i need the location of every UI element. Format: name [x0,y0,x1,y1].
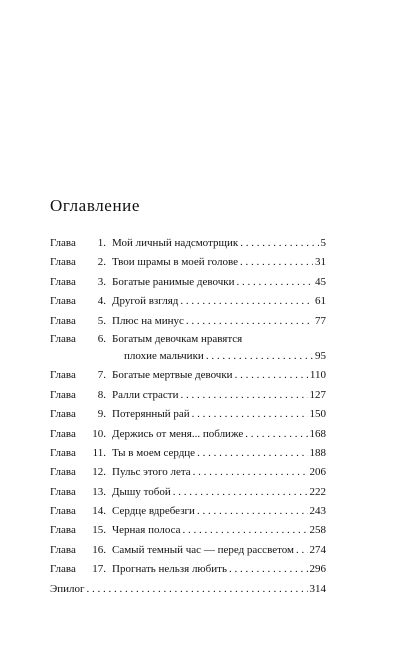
dot-leader [245,425,307,444]
page-number: 243 [309,505,326,518]
toc-entry-14[interactable] [50,502,326,521]
chapter-number: 15. [92,524,106,537]
chapter-label: Глава [50,314,76,327]
chapter-number: 9. [97,408,106,421]
toc-entry-12[interactable] [50,463,326,482]
dot-leader [240,234,318,253]
toc-entry-epilogue[interactable] [50,580,326,599]
chapter-title-continued: плохие мальчики [124,349,204,362]
chapter-title: Пульс этого лета [112,466,191,479]
dot-leader [197,444,307,463]
page-number: 150 [309,408,326,421]
chapter-title: Мой личный надсмотрщик [112,237,239,249]
epilogue-title: Эпилог [50,582,85,595]
chapter-label: Глава [50,369,76,382]
dot-leader [183,521,308,540]
chapter-title: Самый темный час — перед рассветом [112,543,294,556]
chapter-label: Глава [50,543,76,556]
chapter-label: Глава [50,524,76,537]
toc-entry-5[interactable] [50,312,326,331]
page-number: 45 [315,275,326,288]
dot-leader [192,405,308,424]
chapter-title: Черная полоса [112,524,181,537]
dot-leader [235,366,308,385]
dot-leader [197,502,308,521]
toc-entry-2[interactable] [50,253,326,272]
dot-leader [193,463,308,482]
chapter-number: 5. [97,314,106,327]
toc-entry-17[interactable] [50,560,326,579]
page-number: 5 [320,237,326,249]
dot-leader [87,580,308,599]
page-number: 61 [315,295,326,308]
chapter-label: Глава [50,295,76,308]
chapter-title: Потерянный рай [112,408,190,421]
page-number: 258 [309,524,326,537]
chapter-title: Ты в моем сердце [112,446,196,459]
chapter-number: 2. [97,256,106,269]
chapter-label: Глава [50,408,76,421]
table-of-contents [50,234,326,599]
dot-leader [181,386,308,405]
chapter-label: Глава [50,275,76,288]
chapter-number: 13. [92,485,106,498]
chapter-number: 17. [92,563,106,576]
chapter-title: Богатые ранимые девочки [112,275,235,288]
chapter-label: Глава [50,256,76,269]
chapter-label: Глава [50,446,76,459]
dot-leader [236,273,313,292]
toc-entry-13[interactable] [50,483,326,502]
chapter-label: Глава [50,427,76,440]
page-number: 110 [309,369,326,382]
chapter-number: 10. [92,427,106,440]
dot-leader [180,292,313,311]
chapter-title: Твои шрамы в моей голове [112,256,239,269]
chapter-label: Глава [50,237,76,249]
page-number: 274 [309,543,326,556]
page-number: 95 [315,349,326,362]
chapter-number: 12. [92,466,106,479]
dot-leader [229,560,308,579]
chapter-label: Глава [50,505,76,518]
chapter-number: 4. [97,295,106,308]
toc-entry-9[interactable] [50,405,326,424]
chapter-title: Дышу тобой [112,485,171,498]
chapter-label: Глава [50,466,76,479]
chapter-label: Глава [50,485,76,498]
toc-entry-15[interactable] [50,521,326,540]
dot-leader [206,347,313,366]
dot-leader [240,253,313,272]
chapter-number: 3. [97,275,106,288]
chapter-title: Сердце вдребезги [112,505,195,518]
toc-entry-1[interactable] [50,234,326,253]
chapter-number: 7. [97,369,106,382]
dot-leader [296,541,308,560]
chapter-title: Богатые мертвые девочки [112,369,233,382]
chapter-title: Ралли страсти [112,388,179,401]
chapter-title: Держись от меня... поближе [112,427,244,440]
toc-entry-10[interactable] [50,425,326,444]
chapter-number: 11. [92,446,106,459]
page-number: 127 [309,388,326,401]
page-number: 77 [315,314,326,327]
chapter-label: Глава [50,563,76,576]
chapter-number: 14. [92,505,106,518]
chapter-label: Глава [50,388,76,401]
chapter-title: Плюс на минус [112,314,184,327]
toc-entry-8[interactable] [50,386,326,405]
toc-entry-6-continued[interactable] [50,347,326,366]
toc-title: Оглавление [50,196,140,215]
chapter-number: 1. [97,237,106,249]
chapter-title: Другой взгляд [112,295,179,308]
page-number: 296 [309,563,326,576]
dot-leader [173,483,308,502]
toc-entry-6[interactable] [50,331,326,347]
toc-entry-4[interactable] [50,292,326,311]
page-number: 188 [309,446,326,459]
chapter-number: 6. [97,332,106,345]
chapter-title: Богатым девочкам нравятся [112,332,243,345]
page-number: 168 [309,427,326,440]
toc-entry-7[interactable] [50,366,326,385]
chapter-number: 16. [92,543,106,556]
toc-entry-16[interactable] [50,541,326,560]
page-number: 314 [309,582,326,595]
page-number: 206 [309,466,326,479]
page-number: 222 [309,485,326,498]
toc-entry-3[interactable] [50,273,326,292]
toc-entry-11[interactable] [50,444,326,463]
chapter-label: Глава [50,332,76,345]
chapter-number: 8. [97,388,106,401]
dot-leader [186,312,313,331]
page-number: 31 [315,256,326,269]
chapter-title: Прогнать нельзя любить [112,563,227,576]
